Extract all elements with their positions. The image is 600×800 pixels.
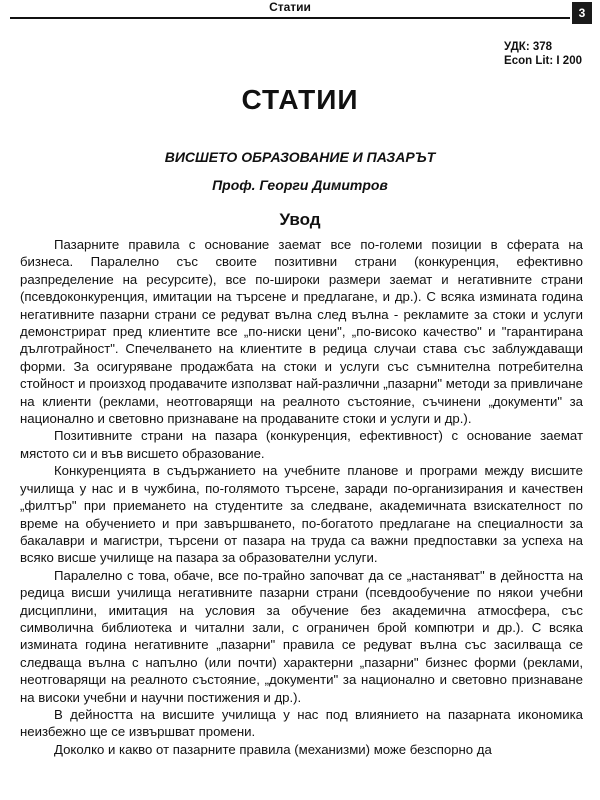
page-number: 3 xyxy=(572,2,592,24)
udc-code: УДК: 378 xyxy=(504,41,553,53)
article-author: Проф. Георги Димитров xyxy=(212,177,388,193)
section-title: СТАТИИ xyxy=(241,84,359,115)
intro-heading: Увод xyxy=(279,210,321,229)
article-title: ВИСШЕТО ОБРАЗОВАНИЕ И ПАЗАРЪТ xyxy=(164,149,436,165)
running-header-title: Статии xyxy=(269,0,311,14)
paragraph: Паралелно с това, обаче, все по-трайно започват да се „настаняват" в дейността на редица висши училища негативните пазарни страни (псевдообучение по някои учебни дисциплини, имитация на условия за обучение без академична атмосфера, със символична библиотека и читални зали, с ограничен брой компютри и др.). С всяка измината година негативните „пазарни" правила се редуват вълна със засилваща се следваща вълна с напълно (или почти) характерни „пазарни" бизнес форми (реклами, неотговарящи на реалното състояние, „документи" за национално и световно признаване на високи учебни и научни постижения и др.). xyxy=(20,567,583,705)
paragraph: Пазарните правила с основание заемат все по-големи позиции в сферата на бизнеса. Паралелно със своите позитивни страни (конкуренция, ефективно разпределение на ресурсите), все по-широки размери заемат и негативните страни (псевдоконкуренция, имитации на търсене и предлагане, и др.). С всяка измината година негативните пазарни страни се редуват вълна след вълна - рекламите за стоки и услуги демонстрират пред клиентите все „по-ниски цени", „по-високо качество" и "гарантирана дълготрайност". Спечелването на клиентите в редица случаи става със заблуждаващи форми. За осигуряване продажбата на стоки и услуги със съмнителна потребителна стойност и произход продавачите използват най-различни „пазарни" методи за привличане на клиенти (реклами, неотговарящи на реалното състояние, съчинени „документи" за национално и световно признаване на продаваните стоки и услуги и др.). xyxy=(20,237,583,427)
paragraph: Конкуренцията в съдържанието на учебните планове и програми между висшите училища у нас и в чужбина, по-голямото търсене, заради по-организирания и качествен „филтър" при приемането на студентите за следване, академичната взискателност по време на обучението и при завършването, по-богатото предлагане на специалности за бакалаври и магистри, търсени от пазара на труда са важни предпоставки за успеха на всяко висше училище на пазара за образователни услуги. xyxy=(20,463,583,566)
classification-codes xyxy=(504,40,582,68)
running-header xyxy=(10,0,570,19)
paragraph: Доколко и какво от пазарните правила (механизми) може безспорно да xyxy=(54,741,492,757)
paragraph: В дейността на висшите училища у нас под влиянието на пазарната икономика неизбежно ще се извършват промени. xyxy=(20,706,583,740)
paragraph: Позитивните страни на пазара (конкуренция, ефективност) с основание заемат мястото си и във висшето образование. xyxy=(20,428,583,461)
article-body xyxy=(20,236,583,758)
econlit-code: Econ Lit: I 200 xyxy=(504,55,582,67)
